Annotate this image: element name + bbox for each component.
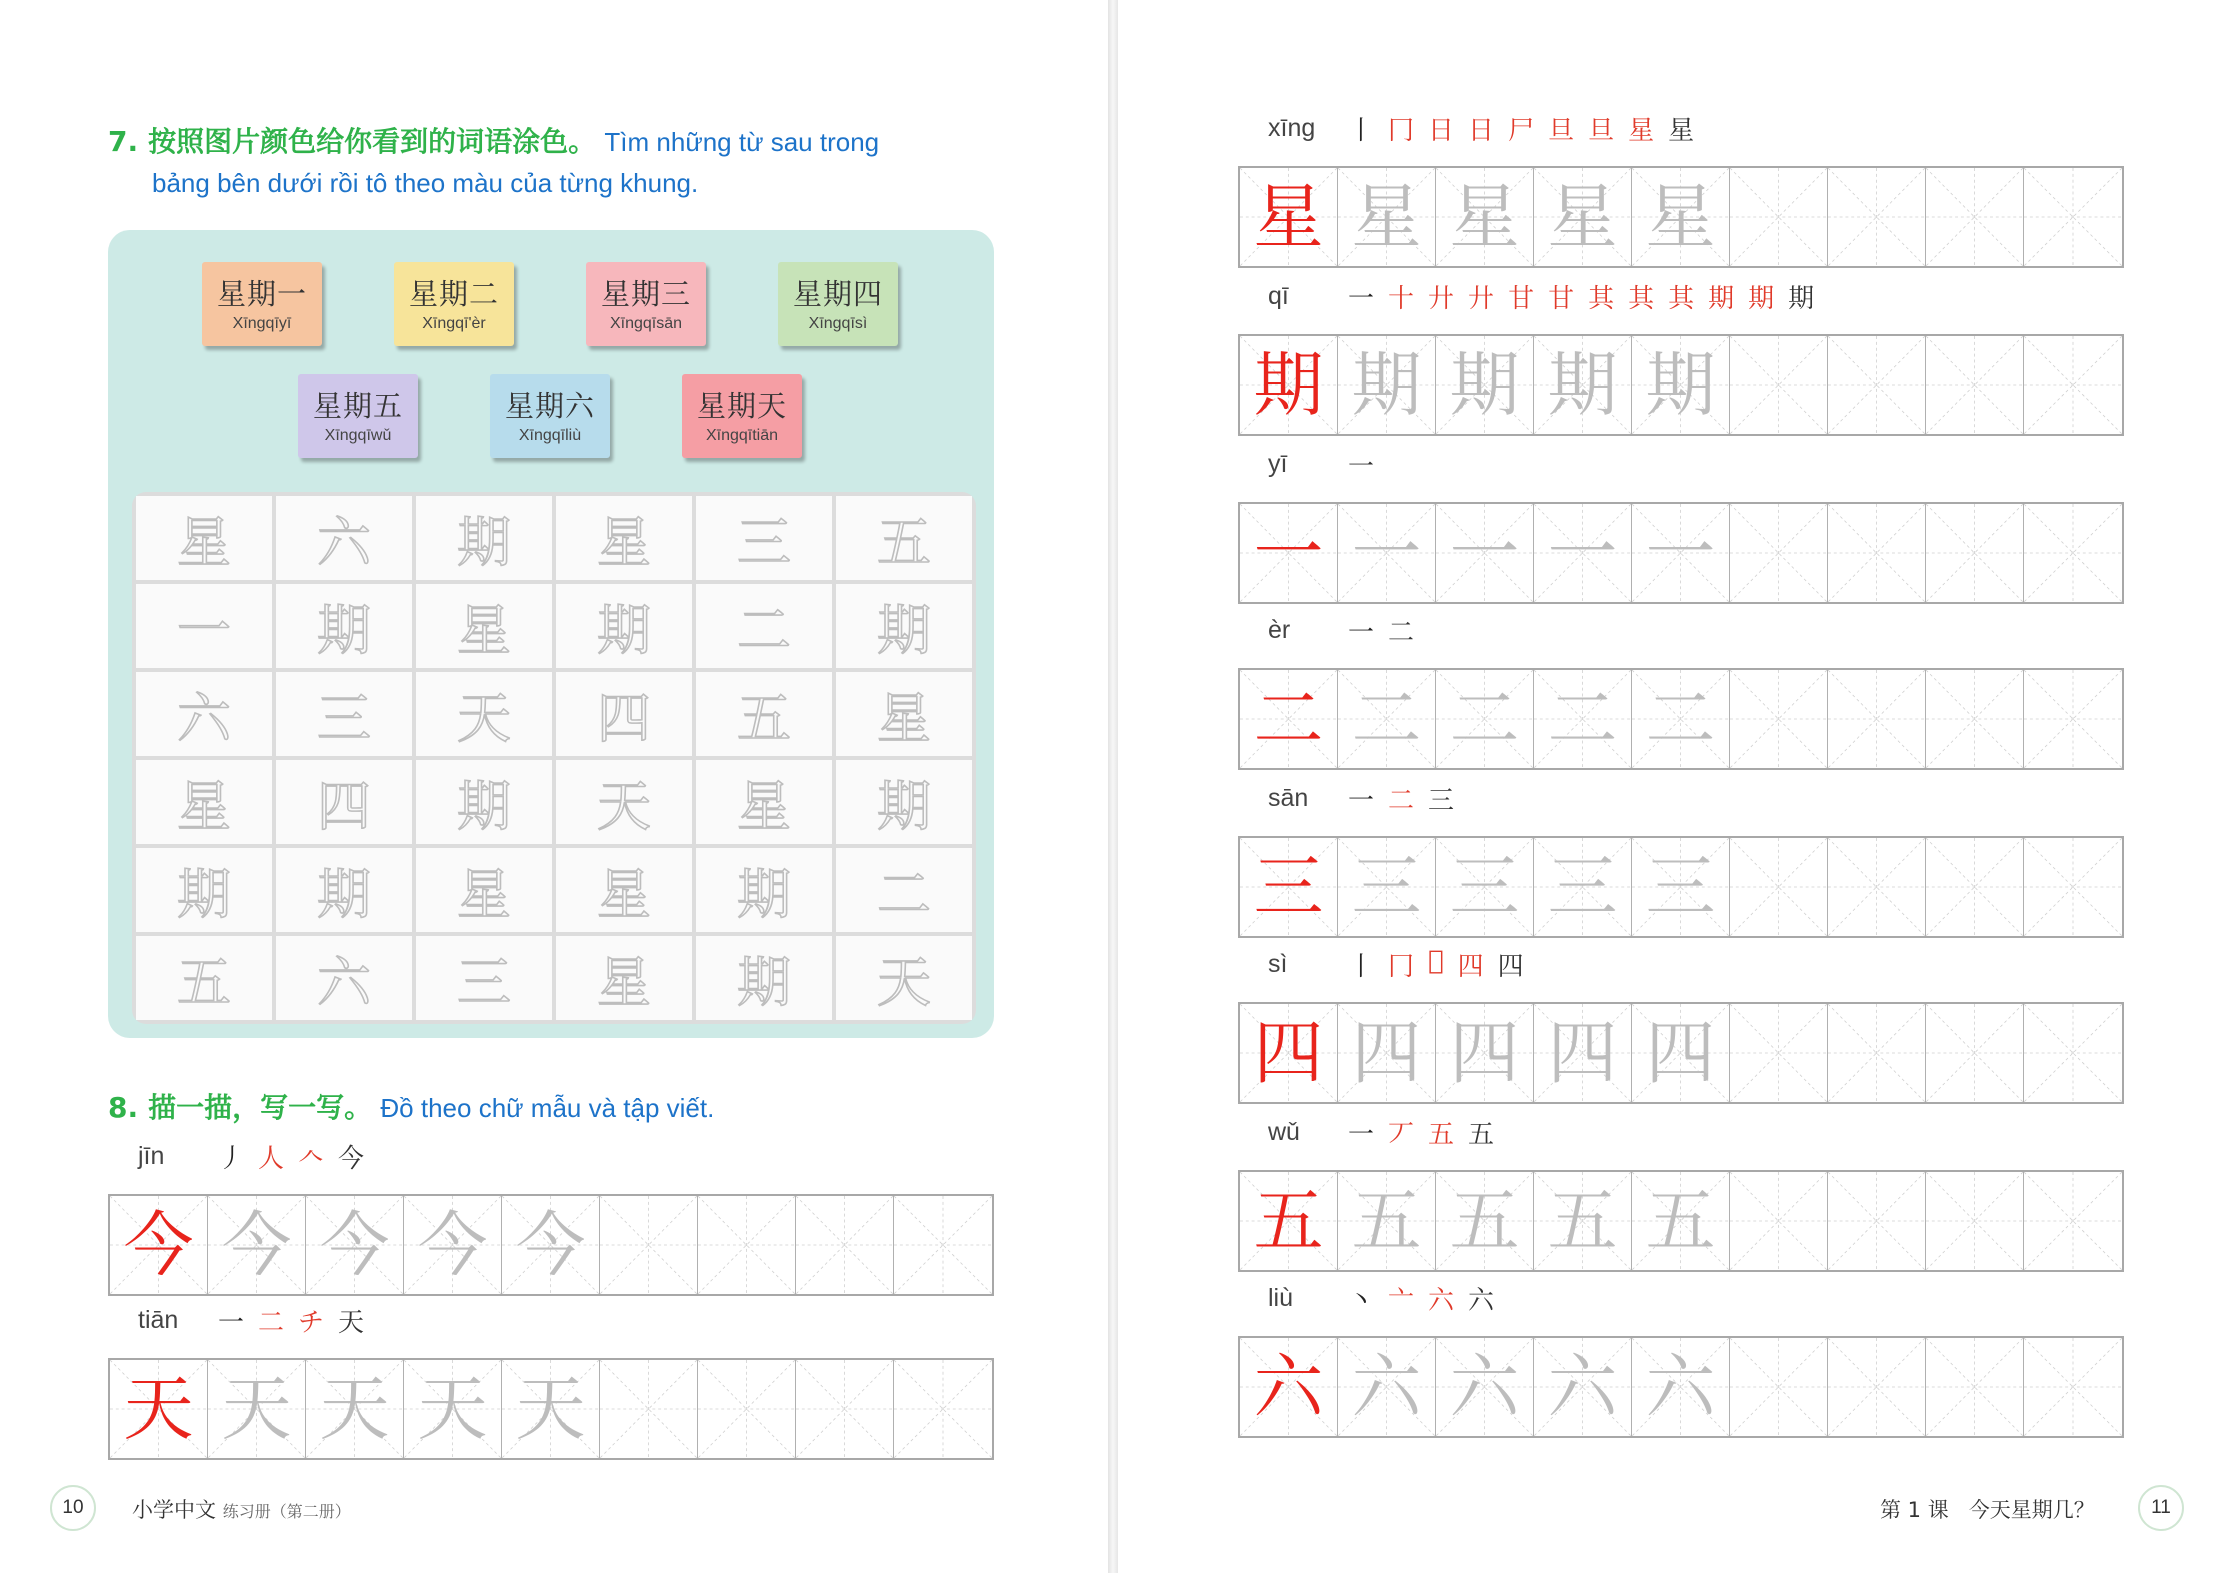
weekday-card-pinyin: Xīngqīwǔ <box>324 427 392 444</box>
blank-writing-cell[interactable] <box>698 1360 796 1458</box>
stroke-order <box>1348 780 1454 817</box>
practice-character: 星 <box>1449 176 1520 258</box>
word-cell[interactable]: 四 <box>556 672 692 756</box>
stroke-step: 二 <box>1388 618 1415 648</box>
blank-writing-cell[interactable] <box>1730 838 1828 936</box>
word-cell[interactable]: 天 <box>556 760 692 844</box>
writing-grid <box>1238 334 2124 436</box>
practice-character: 四 <box>1449 1012 1520 1094</box>
stroke-step: 期 <box>1788 284 1815 314</box>
trace-character-cell[interactable] <box>1632 1172 1730 1270</box>
practice-pinyin: èr <box>1268 616 1291 644</box>
word-cell[interactable]: 星 <box>416 848 552 932</box>
blank-writing-cell[interactable] <box>1828 1172 1926 1270</box>
practice-pinyin: yī <box>1268 450 1288 478</box>
trace-character-cell[interactable] <box>1534 168 1632 266</box>
writing-grid <box>1238 668 2124 770</box>
trace-character-cell[interactable] <box>1534 670 1632 768</box>
blank-writing-cell[interactable] <box>1730 1004 1828 1102</box>
blank-writing-cell[interactable] <box>796 1360 894 1458</box>
blank-writing-cell[interactable] <box>1926 838 2024 936</box>
exercise-7-title-vi-2: bảng bên dưới rồi tô theo màu của từng khung. <box>152 168 699 198</box>
practice-character: 五 <box>1351 1180 1422 1262</box>
model-character-cell <box>1240 838 1338 936</box>
writing-grid <box>108 1358 994 1460</box>
practice-character: 今 <box>319 1204 390 1286</box>
weekday-card <box>298 374 418 458</box>
practice-character: 四 <box>1253 1012 1324 1094</box>
blank-writing-cell[interactable] <box>1828 838 1926 936</box>
lesson-title: 今天星期几？ <box>1968 1498 2095 1522</box>
word-cell[interactable]: 期 <box>136 848 272 932</box>
blank-writing-cell[interactable] <box>2024 336 2122 434</box>
stroke-step: 今 <box>338 1144 365 1174</box>
stroke-step: 尸 <box>1508 116 1535 146</box>
practice-pinyin: xīng <box>1268 114 1316 142</box>
blank-writing-cell[interactable] <box>1730 1172 1828 1270</box>
practice-character: 天 <box>515 1368 586 1450</box>
stroke-step: 丆 <box>1388 1120 1415 1150</box>
stroke-step: 二 <box>258 1308 285 1338</box>
book-title-main: 小学中文 <box>132 1498 216 1522</box>
word-cell[interactable]: 星 <box>136 496 272 580</box>
weekday-card <box>778 262 898 346</box>
blank-writing-cell[interactable] <box>1926 1338 2024 1436</box>
blank-writing-cell[interactable] <box>1926 336 2024 434</box>
word-cell[interactable]: 星 <box>836 672 972 756</box>
blank-writing-cell[interactable] <box>1828 1338 1926 1436</box>
word-cell[interactable]: 星 <box>696 760 832 844</box>
writing-grid <box>1238 502 2124 604</box>
model-character-cell <box>1240 1338 1338 1436</box>
exercise-7-title-zh: 按照图片颜色给你看到的词语涂色。 <box>148 125 597 158</box>
stroke-step: 冂 <box>1388 952 1415 982</box>
word-cell[interactable]: 星 <box>556 496 692 580</box>
blank-writing-cell[interactable] <box>894 1360 992 1458</box>
weekday-card-pinyin: Xīngqīsì <box>808 315 868 332</box>
word-cell[interactable]: 星 <box>416 584 552 668</box>
stroke-step: チ <box>298 1308 325 1338</box>
stroke-order <box>1348 446 1374 483</box>
weekday-card <box>586 262 706 346</box>
stroke-order <box>1348 1114 1494 1151</box>
stroke-step: 日 <box>1468 116 1495 146</box>
exercise-7-title-vi: Tìm những từ sau trong <box>604 127 880 157</box>
stroke-order <box>218 1302 364 1339</box>
trace-character-cell[interactable] <box>1436 1172 1534 1270</box>
stroke-step: 星 <box>1628 116 1655 146</box>
practice-character: 星 <box>1547 176 1618 258</box>
blank-writing-cell[interactable] <box>1730 336 1828 434</box>
stroke-step: 期 <box>1748 284 1775 314</box>
practice-character: 三 <box>1253 846 1324 928</box>
practice-character: 四 <box>1547 1012 1618 1094</box>
practice-character: 今 <box>221 1204 292 1286</box>
stroke-step: 人 <box>258 1144 285 1174</box>
word-cell[interactable]: 期 <box>416 760 552 844</box>
stroke-step: 五 <box>1428 1120 1455 1150</box>
trace-character-cell[interactable] <box>1534 838 1632 936</box>
stroke-step: 一 <box>1348 786 1375 816</box>
left-page <box>0 0 1108 1573</box>
blank-writing-cell[interactable] <box>1730 168 1828 266</box>
stroke-order <box>1348 278 1814 315</box>
stroke-step: 其 <box>1588 284 1615 314</box>
blank-writing-cell[interactable] <box>600 1196 698 1294</box>
trace-character-cell[interactable] <box>1436 670 1534 768</box>
weekday-card <box>490 374 610 458</box>
word-cell[interactable]: 星 <box>136 760 272 844</box>
word-search-panel <box>108 230 994 1038</box>
weekday-card-zh: 星期一 <box>216 277 307 311</box>
model-character-cell <box>1240 504 1338 602</box>
weekday-card <box>202 262 322 346</box>
stroke-step: 六 <box>1468 1286 1495 1316</box>
word-cell[interactable]: 期 <box>696 936 832 1020</box>
book-subtitle: 练习册（第二册） <box>222 1502 351 1521</box>
practice-character: 天 <box>123 1368 194 1450</box>
practice-character: 一 <box>1351 512 1422 594</box>
trace-character-cell[interactable] <box>1534 504 1632 602</box>
trace-character-cell[interactable] <box>306 1360 404 1458</box>
word-cell[interactable]: 期 <box>836 584 972 668</box>
stroke-step: 廾 <box>1428 284 1455 314</box>
word-cell[interactable]: 六 <box>136 672 272 756</box>
stroke-step: 廾 <box>1468 284 1495 314</box>
word-cell[interactable]: 三 <box>696 496 832 580</box>
page-gutter <box>1108 0 1118 1573</box>
stroke-step: 日 <box>1428 116 1455 146</box>
practice-character: 四 <box>1645 1012 1716 1094</box>
word-search-grid <box>132 492 976 1024</box>
practice-character: 星 <box>1645 176 1716 258</box>
stroke-step: 丶 <box>1348 1286 1375 1316</box>
page-number-left: 10 <box>50 1485 96 1531</box>
word-cell[interactable]: 三 <box>416 936 552 1020</box>
practice-character: 六 <box>1449 1346 1520 1428</box>
trace-character-cell[interactable] <box>404 1196 502 1294</box>
weekday-card-pinyin: Xīngqī'èr <box>422 315 486 332</box>
practice-character: 三 <box>1351 846 1422 928</box>
practice-character: 一 <box>1253 512 1324 594</box>
practice-character: 今 <box>515 1204 586 1286</box>
blank-writing-cell[interactable] <box>1926 1172 2024 1270</box>
word-cell[interactable]: 期 <box>276 848 412 932</box>
weekday-card-zh: 星期天 <box>696 389 787 423</box>
trace-character-cell[interactable] <box>1534 336 1632 434</box>
practice-character: 期 <box>1351 344 1422 426</box>
stroke-step: 三 <box>1428 786 1455 816</box>
trace-character-cell[interactable] <box>1534 1004 1632 1102</box>
trace-character-cell[interactable] <box>1436 1004 1534 1102</box>
word-cell[interactable]: 一 <box>136 584 272 668</box>
practice-character: 天 <box>319 1368 390 1450</box>
blank-writing-cell[interactable] <box>894 1196 992 1294</box>
weekday-card-zh: 星期四 <box>792 277 883 311</box>
practice-character: 星 <box>1253 176 1324 258</box>
stroke-step: 天 <box>338 1308 365 1338</box>
stroke-step: 甘 <box>1548 284 1575 314</box>
word-cell[interactable]: 五 <box>696 672 832 756</box>
word-cell[interactable]: 三 <box>276 672 412 756</box>
practice-character: 期 <box>1449 344 1520 426</box>
practice-character: 二 <box>1547 678 1618 760</box>
stroke-step: 甘 <box>1508 284 1535 314</box>
trace-character-cell[interactable] <box>1632 670 1730 768</box>
practice-character: 四 <box>1351 1012 1422 1094</box>
word-cell[interactable]: 天 <box>416 672 552 756</box>
weekday-card-zh: 星期五 <box>312 389 403 423</box>
trace-character-cell[interactable] <box>1534 1172 1632 1270</box>
weekday-card-pinyin: Xīngqīsān <box>609 315 683 332</box>
stroke-step: 四 <box>1457 952 1484 982</box>
blank-writing-cell[interactable] <box>1926 670 2024 768</box>
weekday-card-zh: 星期二 <box>408 277 499 311</box>
trace-character-cell[interactable] <box>502 1360 600 1458</box>
stroke-step: 一 <box>1348 1120 1375 1150</box>
word-cell[interactable]: 期 <box>696 848 832 932</box>
exercise-8-title <box>108 1088 714 1129</box>
word-cell[interactable]: 星 <box>556 936 692 1020</box>
blank-writing-cell[interactable] <box>1730 1338 1828 1436</box>
writing-grid <box>1238 1002 2124 1104</box>
weekday-card-pinyin: Xīngqīyī <box>232 315 292 332</box>
practice-character: 期 <box>1253 344 1324 426</box>
practice-character: 一 <box>1449 512 1520 594</box>
exercise-8-title-zh: 描一描，写一写。 <box>148 1091 373 1124</box>
model-character-cell <box>1240 168 1338 266</box>
blank-writing-cell[interactable] <box>698 1196 796 1294</box>
practice-pinyin: wǔ <box>1268 1118 1300 1146</box>
practice-pinyin: qī <box>1268 282 1289 310</box>
practice-character: 天 <box>417 1368 488 1450</box>
practice-character: 期 <box>1645 344 1716 426</box>
blank-writing-cell[interactable] <box>1828 1004 1926 1102</box>
trace-character-cell[interactable] <box>1338 504 1436 602</box>
practice-character: 今 <box>123 1204 194 1286</box>
blank-writing-cell[interactable] <box>2024 1338 2122 1436</box>
book-title <box>132 1494 351 1524</box>
stroke-order <box>1348 1280 1494 1317</box>
trace-character-cell[interactable] <box>306 1196 404 1294</box>
practice-character: 今 <box>417 1204 488 1286</box>
trace-character-cell[interactable] <box>1632 504 1730 602</box>
blank-writing-cell[interactable] <box>1730 504 1828 602</box>
word-cell[interactable]: 期 <box>556 584 692 668</box>
trace-character-cell[interactable] <box>1632 838 1730 936</box>
trace-character-cell[interactable] <box>1436 504 1534 602</box>
practice-character: 五 <box>1645 1180 1716 1262</box>
practice-character: 三 <box>1645 846 1716 928</box>
stroke-step: 一 <box>218 1308 245 1338</box>
stroke-order <box>1348 110 1694 147</box>
practice-pinyin: tiān <box>138 1306 179 1334</box>
word-cell[interactable]: 五 <box>136 936 272 1020</box>
weekday-card-pinyin: Xīngqīliù <box>518 427 582 444</box>
stroke-step: 亠 <box>1388 1286 1415 1316</box>
trace-character-cell[interactable] <box>1338 1338 1436 1436</box>
weekday-card <box>682 374 802 458</box>
blank-writing-cell[interactable] <box>796 1196 894 1294</box>
stroke-step: 其 <box>1628 284 1655 314</box>
weekday-card-pinyin: Xīngqītiān <box>705 427 779 444</box>
stroke-step: 五 <box>1468 1120 1495 1150</box>
word-cell[interactable]: 天 <box>836 936 972 1020</box>
exercise-7-number: 7. <box>108 125 139 158</box>
practice-pinyin: jīn <box>138 1142 165 1170</box>
practice-character: 星 <box>1351 176 1422 258</box>
lesson-footer <box>1880 1494 2095 1524</box>
model-character-cell <box>1240 1004 1338 1102</box>
model-character-cell <box>1240 670 1338 768</box>
writing-grid <box>108 1194 994 1296</box>
trace-character-cell[interactable] <box>208 1360 306 1458</box>
stroke-step: 丨 <box>1348 952 1375 982</box>
blank-writing-cell[interactable] <box>1730 670 1828 768</box>
stroke-step: 四 <box>1497 952 1524 982</box>
word-cell[interactable]: 二 <box>836 848 972 932</box>
blank-writing-cell[interactable] <box>2024 670 2122 768</box>
writing-grid <box>1238 1336 2124 1438</box>
stroke-step: 星 <box>1668 116 1695 146</box>
weekday-card-zh: 星期六 <box>504 389 595 423</box>
practice-character: 六 <box>1351 1346 1422 1428</box>
trace-character-cell[interactable] <box>208 1196 306 1294</box>
model-character-cell <box>110 1360 208 1458</box>
practice-pinyin: liù <box>1268 1284 1294 1312</box>
practice-character: 三 <box>1449 846 1520 928</box>
stroke-step: 十 <box>1388 284 1415 314</box>
stroke-step: 一 <box>1348 618 1375 648</box>
practice-character: 二 <box>1449 678 1520 760</box>
blank-writing-cell[interactable] <box>1828 168 1926 266</box>
practice-character: 二 <box>1253 678 1324 760</box>
blank-writing-cell[interactable] <box>1926 168 2024 266</box>
blank-writing-cell[interactable] <box>1926 1004 2024 1102</box>
trace-character-cell[interactable] <box>502 1196 600 1294</box>
stroke-step: 其 <box>1668 284 1695 314</box>
trace-character-cell[interactable] <box>1534 1338 1632 1436</box>
practice-character: 一 <box>1547 512 1618 594</box>
practice-character: 三 <box>1547 846 1618 928</box>
trace-character-cell[interactable] <box>1338 1004 1436 1102</box>
trace-character-cell[interactable] <box>1436 838 1534 936</box>
blank-writing-cell[interactable] <box>2024 838 2122 936</box>
stroke-step: 𫝀 <box>1428 946 1444 976</box>
page-number-right: 11 <box>2138 1485 2184 1531</box>
practice-character: 五 <box>1253 1180 1324 1262</box>
trace-character-cell[interactable] <box>1436 336 1534 434</box>
practice-character: 六 <box>1547 1346 1618 1428</box>
stroke-order <box>1348 946 1524 983</box>
word-cell[interactable]: 六 <box>276 496 412 580</box>
trace-character-cell[interactable] <box>1436 168 1534 266</box>
stroke-step: 一 <box>1348 284 1375 314</box>
blank-writing-cell[interactable] <box>2024 1172 2122 1270</box>
stroke-step: 一 <box>1348 452 1375 482</box>
writing-grid <box>1238 836 2124 938</box>
stroke-step: 六 <box>1428 1286 1455 1316</box>
stroke-step: 旦 <box>1588 116 1615 146</box>
right-page <box>1118 0 2232 1573</box>
word-cell[interactable]: 期 <box>276 584 412 668</box>
practice-character: 五 <box>1449 1180 1520 1262</box>
stroke-step: 丿 <box>218 1144 245 1174</box>
word-cell[interactable]: 四 <box>276 760 412 844</box>
trace-character-cell[interactable] <box>1632 1338 1730 1436</box>
practice-pinyin: sì <box>1268 950 1288 978</box>
practice-character: 二 <box>1645 678 1716 760</box>
model-character-cell <box>110 1196 208 1294</box>
weekday-card <box>394 262 514 346</box>
trace-character-cell[interactable] <box>1338 670 1436 768</box>
practice-character: 六 <box>1645 1346 1716 1428</box>
practice-character: 六 <box>1253 1346 1324 1428</box>
writing-grid <box>1238 1170 2124 1272</box>
blank-writing-cell[interactable] <box>1926 504 2024 602</box>
trace-character-cell[interactable] <box>1338 168 1436 266</box>
practice-pinyin: sān <box>1268 784 1309 812</box>
practice-character: 五 <box>1547 1180 1618 1262</box>
trace-character-cell[interactable] <box>1632 168 1730 266</box>
practice-character: 二 <box>1351 678 1422 760</box>
word-cell[interactable]: 期 <box>416 496 552 580</box>
exercise-8-number: 8. <box>108 1091 139 1124</box>
blank-writing-cell[interactable] <box>1828 670 1926 768</box>
word-cell[interactable]: 星 <box>556 848 692 932</box>
blank-writing-cell[interactable] <box>1828 504 1926 602</box>
stroke-order <box>218 1138 364 1175</box>
writing-grid <box>1238 166 2124 268</box>
word-cell[interactable]: 期 <box>836 760 972 844</box>
model-character-cell <box>1240 336 1338 434</box>
lesson-number: 第 1 课 <box>1880 1498 1949 1522</box>
practice-character: 天 <box>221 1368 292 1450</box>
blank-writing-cell[interactable] <box>2024 168 2122 266</box>
stroke-step: 二 <box>1388 786 1415 816</box>
stroke-step: 旦 <box>1548 116 1575 146</box>
word-cell[interactable]: 六 <box>276 936 412 1020</box>
trace-character-cell[interactable] <box>1338 838 1436 936</box>
trace-character-cell[interactable] <box>1436 1338 1534 1436</box>
word-cell[interactable]: 二 <box>696 584 832 668</box>
word-cell[interactable]: 五 <box>836 496 972 580</box>
blank-writing-cell[interactable] <box>1828 336 1926 434</box>
blank-writing-cell[interactable] <box>2024 1004 2122 1102</box>
trace-character-cell[interactable] <box>1338 336 1436 434</box>
trace-character-cell[interactable] <box>404 1360 502 1458</box>
stroke-step: 冂 <box>1388 116 1415 146</box>
weekday-card-zh: 星期三 <box>600 277 691 311</box>
stroke-step: 期 <box>1708 284 1735 314</box>
exercise-7-title <box>108 122 879 204</box>
blank-writing-cell[interactable] <box>600 1360 698 1458</box>
trace-character-cell[interactable] <box>1632 336 1730 434</box>
trace-character-cell[interactable] <box>1338 1172 1436 1270</box>
stroke-step: 丨 <box>1348 116 1375 146</box>
trace-character-cell[interactable] <box>1632 1004 1730 1102</box>
stroke-order <box>1348 612 1414 649</box>
exercise-8-title-vi: Đồ theo chữ mẫu và tập viết. <box>380 1093 715 1123</box>
practice-character: 期 <box>1547 344 1618 426</box>
model-character-cell <box>1240 1172 1338 1270</box>
blank-writing-cell[interactable] <box>2024 504 2122 602</box>
stroke-step: 𠆢 <box>298 1144 325 1174</box>
practice-character: 一 <box>1645 512 1716 594</box>
